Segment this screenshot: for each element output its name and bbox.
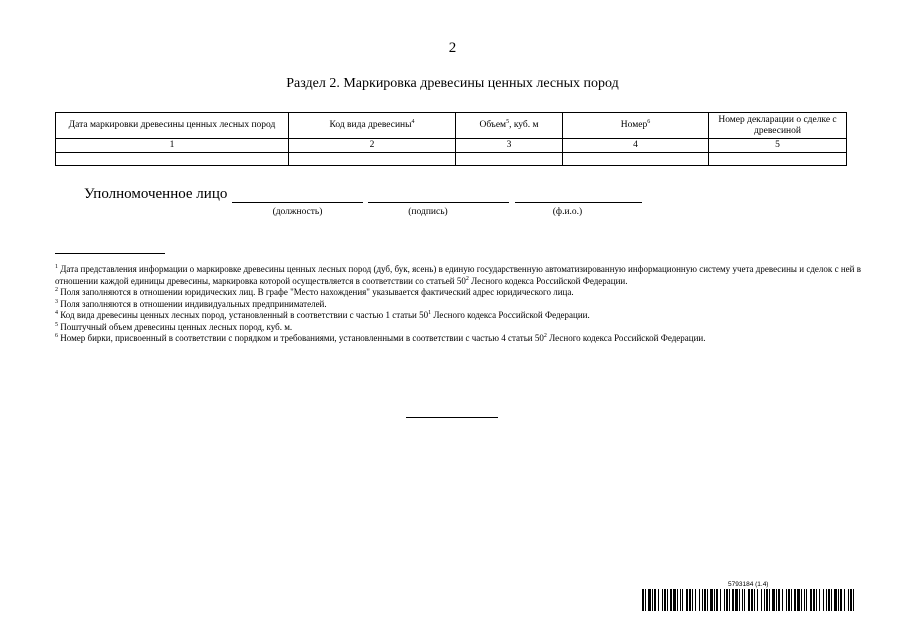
table-cell[interactable] [456,153,563,166]
header-marking-date: Дата маркировки древесины ценных лесных пород [56,113,289,139]
end-divider [406,417,498,418]
table-cell[interactable] [56,153,289,166]
table-header-row [56,113,847,139]
footnote-6: $^6$ Номер бирки, присвоенный в соответствии с порядком и требованиями, установленными в соответствии с частью 4 статьи $50^2$ Лесного кодекса Российской Федерации. [55,333,706,343]
header-tag-number: Номер$^6$ [563,113,709,139]
footnote-divider [55,253,165,254]
column-number: 3 [456,139,563,153]
footnote-2: $^2$ Поля заполняются в отношении юридических лиц. В графе "Место нахождения" указывается фактический адрес юридического лица. [55,287,574,297]
column-number: 1 [56,139,289,153]
barcode-icon [642,589,856,611]
column-number: 4 [563,139,709,153]
full-name-caption: (ф.и.о.) [552,207,583,217]
table-cell[interactable] [709,153,847,166]
signature-caption: (подпись) [408,207,448,217]
header-volume: Объем$^5$, куб. м [456,113,563,139]
position-line[interactable] [232,202,363,203]
table-cell[interactable] [563,153,709,166]
barcode-code: 5793184 (1.4) [728,581,769,588]
footnote-1: $^1$ Дата представления информации о маркировке древесины ценных лесных пород (дуб, бук, ясень) в единую государственную автоматизированную информационную систему учета древесины и сделок с ней в отношении каждой единицы древесины, маркировка которой осуществляется в соответствии со статьей $50^2$ Лесного кодекса Российской Федерации. [55,264,862,286]
page-number: 2 [448,40,457,56]
position-caption: (должность) [272,207,323,217]
header-declaration-number: Номер декларации о сделке с древесиной [709,113,847,139]
full-name-line[interactable] [515,202,642,203]
footnote-3: $^3$ Поля заполняются в отношении индивидуальных предпринимателей. [55,298,327,309]
footnote-5: $^5$ Поштучный объем древесины ценных лесных пород, куб. м. [55,321,293,332]
footnotes [55,264,861,345]
authorized-person-label: Уполномоченное лицо [84,186,228,202]
table-column-numbers-row [56,139,847,153]
table-row [56,153,847,166]
signature-line[interactable] [368,202,509,203]
header-wood-code: Код вида древесины$^4$ [289,113,456,139]
table-cell[interactable] [289,153,456,166]
marking-table [55,112,847,166]
footnote-4: $^4$ Код вида древесины ценных лесных пород, установленный в соответствии с частью 1 статьи $50^1$ Лесного кодекса Российской Федерации. [55,310,590,320]
column-number: 5 [709,139,847,153]
section-title: Раздел 2. Маркировка древесины ценных лесных пород [286,76,619,91]
column-number: 2 [289,139,456,153]
